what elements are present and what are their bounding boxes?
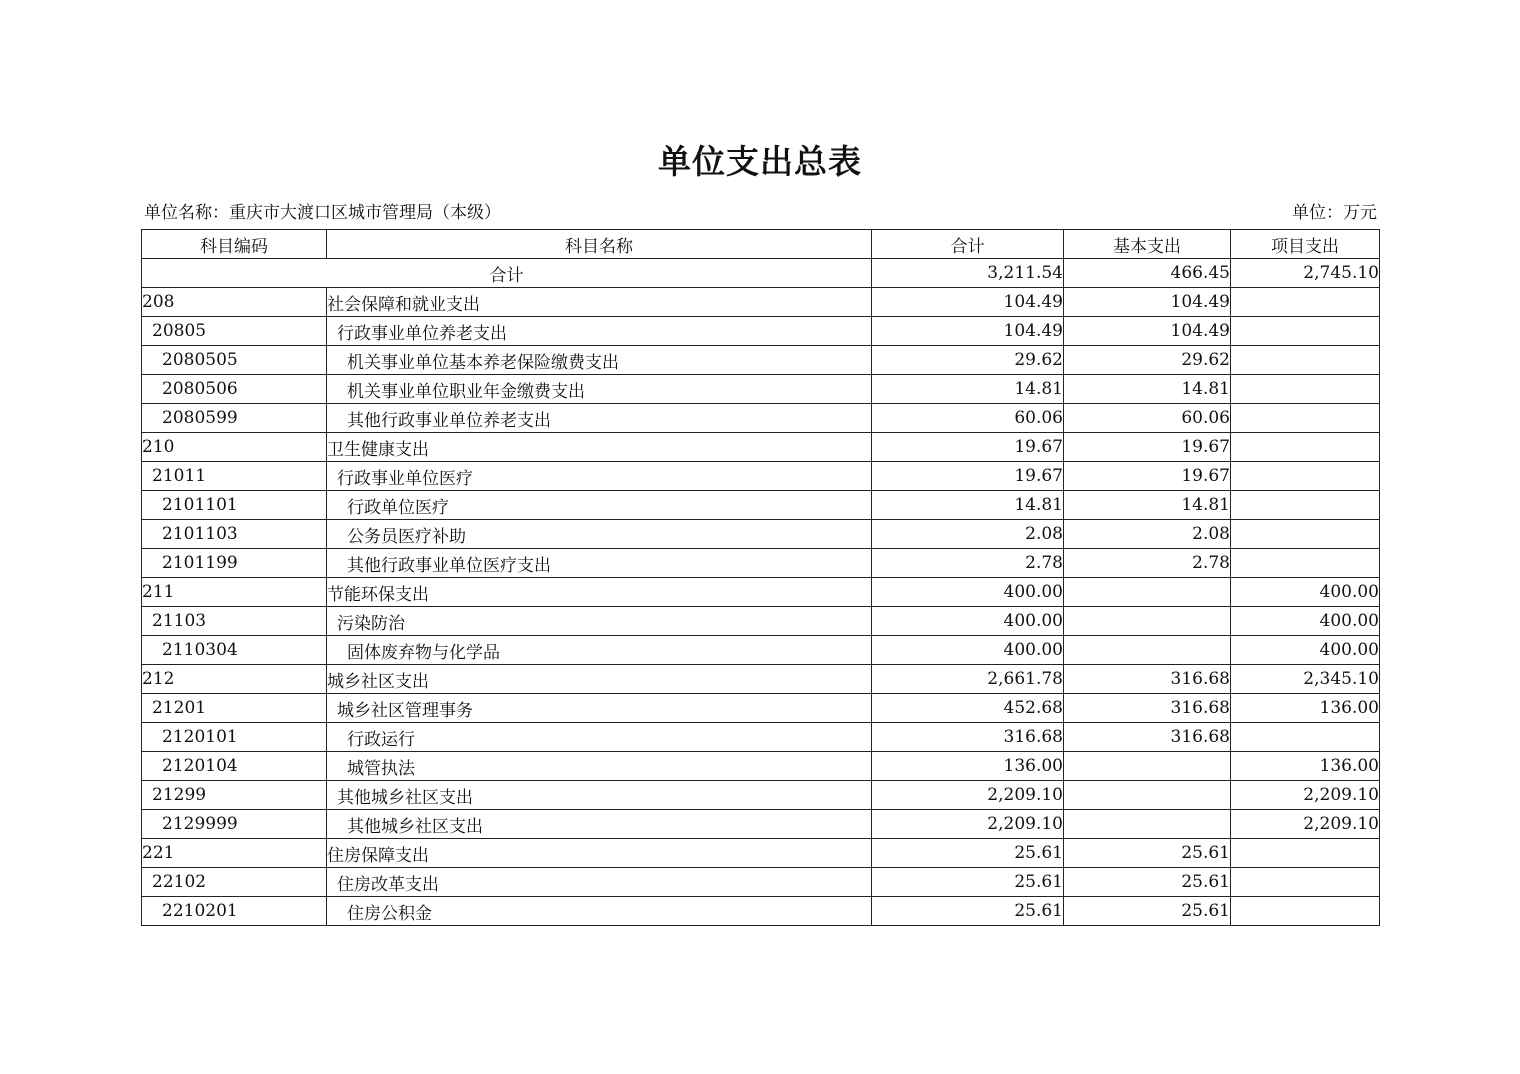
- row-project: 136.00: [1231, 694, 1380, 723]
- row-basic: 25.61: [1064, 868, 1231, 897]
- row-basic: 25.61: [1064, 897, 1231, 926]
- table-row: [142, 868, 1380, 897]
- row-total: 2,661.78: [872, 665, 1064, 694]
- row-code: [142, 636, 327, 665]
- row-code-text: 2120104: [162, 756, 238, 776]
- row-name-text: 住房保障支出: [327, 845, 429, 866]
- row-name: [327, 723, 872, 752]
- total-basic: 466.45: [1064, 259, 1231, 288]
- row-name-text: 行政单位医疗: [347, 497, 449, 518]
- row-total: 400.00: [872, 578, 1064, 607]
- table-row: [142, 723, 1380, 752]
- row-project: [1231, 433, 1380, 462]
- row-name-text: 固体废弃物与化学品: [347, 642, 500, 663]
- header-name: 科目名称: [327, 230, 872, 259]
- row-code-text: 2210201: [162, 901, 238, 921]
- row-name: [327, 897, 872, 926]
- row-name: [327, 404, 872, 433]
- row-name: [327, 317, 872, 346]
- row-project: [1231, 839, 1380, 868]
- row-total: 452.68: [872, 694, 1064, 723]
- row-total: 19.67: [872, 433, 1064, 462]
- table-row: [142, 810, 1380, 839]
- row-code-text: 211: [142, 582, 175, 602]
- row-name: [327, 578, 872, 607]
- page-title: 单位支出总表: [658, 142, 862, 181]
- row-code: [142, 404, 327, 433]
- row-name-text: 污染防治: [337, 613, 405, 634]
- table-row: [142, 607, 1380, 636]
- table-row: [142, 781, 1380, 810]
- table-row: [142, 375, 1380, 404]
- row-project: [1231, 491, 1380, 520]
- row-project: [1231, 288, 1380, 317]
- row-name: [327, 781, 872, 810]
- row-code-text: 208: [142, 292, 175, 312]
- row-code: [142, 375, 327, 404]
- row-code: [142, 433, 327, 462]
- table-row: [142, 897, 1380, 926]
- row-name: [327, 694, 872, 723]
- row-name-text: 其他城乡社区支出: [347, 816, 483, 837]
- row-basic: [1064, 810, 1231, 839]
- row-name-text: 其他行政事业单位医疗支出: [347, 555, 551, 576]
- total-label: 合计: [142, 259, 872, 288]
- header-basic: 基本支出: [1064, 230, 1231, 259]
- row-basic: 316.68: [1064, 694, 1231, 723]
- row-basic: [1064, 636, 1231, 665]
- total-sum: 3,211.54: [872, 259, 1064, 288]
- row-project: [1231, 462, 1380, 491]
- row-code: [142, 752, 327, 781]
- table-row: [142, 520, 1380, 549]
- row-code-text: 21299: [152, 785, 207, 805]
- row-basic: 14.81: [1064, 375, 1231, 404]
- row-basic: 316.68: [1064, 665, 1231, 694]
- row-name-text: 机关事业单位基本养老保险缴费支出: [347, 352, 619, 373]
- row-code: [142, 578, 327, 607]
- header-code: 科目编码: [142, 230, 327, 259]
- row-basic: 104.49: [1064, 288, 1231, 317]
- row-project: 136.00: [1231, 752, 1380, 781]
- row-project: [1231, 520, 1380, 549]
- table-row: [142, 578, 1380, 607]
- row-name-text: 卫生健康支出: [327, 439, 429, 460]
- total-row: [142, 259, 1380, 288]
- row-basic: 19.67: [1064, 462, 1231, 491]
- row-project: [1231, 868, 1380, 897]
- row-project: 400.00: [1231, 578, 1380, 607]
- row-code-text: 2110304: [162, 640, 238, 660]
- row-total: 60.06: [872, 404, 1064, 433]
- expenditure-table: [141, 229, 1380, 926]
- row-project: [1231, 897, 1380, 926]
- row-project: 2,345.10: [1231, 665, 1380, 694]
- row-code-text: 2101103: [162, 524, 238, 544]
- row-project: 2,209.10: [1231, 810, 1380, 839]
- row-name-text: 节能环保支出: [327, 584, 429, 605]
- row-code-text: 212: [142, 669, 175, 689]
- row-code-text: 2120101: [162, 727, 238, 747]
- row-basic: 19.67: [1064, 433, 1231, 462]
- row-code: [142, 781, 327, 810]
- row-name-text: 行政事业单位医疗: [337, 468, 473, 489]
- row-total: 104.49: [872, 317, 1064, 346]
- table-row: [142, 549, 1380, 578]
- row-name: [327, 636, 872, 665]
- row-basic: 25.61: [1064, 839, 1231, 868]
- row-name: [327, 520, 872, 549]
- row-code-text: 22102: [152, 872, 207, 892]
- total-project: 2,745.10: [1231, 259, 1380, 288]
- row-code: [142, 462, 327, 491]
- row-total: 400.00: [872, 636, 1064, 665]
- row-name-text: 行政运行: [347, 729, 415, 750]
- row-total: 104.49: [872, 288, 1064, 317]
- row-code: [142, 810, 327, 839]
- row-total: 2.08: [872, 520, 1064, 549]
- row-name-text: 其他城乡社区支出: [337, 787, 473, 808]
- row-code-text: 21011: [152, 466, 207, 486]
- row-name-text: 公务员医疗补助: [347, 526, 466, 547]
- row-code: [142, 723, 327, 752]
- row-code: [142, 897, 327, 926]
- row-project: [1231, 549, 1380, 578]
- row-total: 14.81: [872, 375, 1064, 404]
- row-project: [1231, 723, 1380, 752]
- row-code: [142, 549, 327, 578]
- row-name: [327, 375, 872, 404]
- table-row: [142, 433, 1380, 462]
- row-name: [327, 868, 872, 897]
- row-project: [1231, 317, 1380, 346]
- row-code-text: 2080599: [162, 408, 238, 428]
- row-code-text: 2080505: [162, 350, 238, 370]
- table-row: [142, 694, 1380, 723]
- row-name: [327, 839, 872, 868]
- table-row: [142, 346, 1380, 375]
- row-name-text: 行政事业单位养老支出: [337, 323, 507, 344]
- row-total: 14.81: [872, 491, 1064, 520]
- row-name-text: 住房改革支出: [337, 874, 439, 895]
- row-code: [142, 868, 327, 897]
- row-name-text: 住房公积金: [347, 903, 432, 924]
- row-basic: [1064, 607, 1231, 636]
- row-code: [142, 317, 327, 346]
- row-project: 400.00: [1231, 607, 1380, 636]
- row-basic: 2.08: [1064, 520, 1231, 549]
- row-name-text: 城乡社区支出: [327, 671, 429, 692]
- row-total: 316.68: [872, 723, 1064, 752]
- table-row: [142, 636, 1380, 665]
- row-project: [1231, 375, 1380, 404]
- row-basic: 316.68: [1064, 723, 1231, 752]
- row-code-text: 2101199: [162, 553, 238, 573]
- row-name: [327, 549, 872, 578]
- row-project: 400.00: [1231, 636, 1380, 665]
- row-code: [142, 491, 327, 520]
- row-code-text: 2129999: [162, 814, 238, 834]
- row-basic: 104.49: [1064, 317, 1231, 346]
- row-total: 2.78: [872, 549, 1064, 578]
- row-total: 2,209.10: [872, 781, 1064, 810]
- row-code: [142, 839, 327, 868]
- row-name: [327, 462, 872, 491]
- row-total: 29.62: [872, 346, 1064, 375]
- row-basic: 2.78: [1064, 549, 1231, 578]
- row-code: [142, 607, 327, 636]
- row-code-text: 21201: [152, 698, 207, 718]
- table-row: [142, 752, 1380, 781]
- table-row: [142, 288, 1380, 317]
- row-total: 136.00: [872, 752, 1064, 781]
- row-code-text: 21103: [152, 611, 207, 631]
- row-total: 25.61: [872, 868, 1064, 897]
- row-name-text: 城管执法: [347, 758, 415, 779]
- table-row: [142, 491, 1380, 520]
- header-total: 合计: [872, 230, 1064, 259]
- row-name: [327, 665, 872, 694]
- unit-name-label: 单位名称：重庆市大渡口区城市管理局（本级）: [144, 203, 501, 223]
- header-row: [142, 230, 1380, 259]
- header-project: 项目支出: [1231, 230, 1380, 259]
- table-row: [142, 839, 1380, 868]
- table-row: [142, 317, 1380, 346]
- row-basic: 29.62: [1064, 346, 1231, 375]
- row-code-text: 210: [142, 437, 175, 457]
- row-code-text: 2080506: [162, 379, 238, 399]
- table-row: [142, 404, 1380, 433]
- row-code: [142, 346, 327, 375]
- row-code: [142, 288, 327, 317]
- row-name-text: 城乡社区管理事务: [337, 700, 473, 721]
- row-name: [327, 346, 872, 375]
- row-name: [327, 810, 872, 839]
- row-basic: 60.06: [1064, 404, 1231, 433]
- table-row: [142, 665, 1380, 694]
- row-project: [1231, 346, 1380, 375]
- row-name-text: 机关事业单位职业年金缴费支出: [347, 381, 585, 402]
- row-code-text: 2101101: [162, 495, 238, 515]
- row-basic: 14.81: [1064, 491, 1231, 520]
- row-code-text: 20805: [152, 321, 207, 341]
- row-total: 25.61: [872, 839, 1064, 868]
- row-project: [1231, 404, 1380, 433]
- row-name: [327, 288, 872, 317]
- row-basic: [1064, 752, 1231, 781]
- row-name-text: 其他行政事业单位养老支出: [347, 410, 551, 431]
- row-code: [142, 694, 327, 723]
- row-total: 19.67: [872, 462, 1064, 491]
- row-basic: [1064, 781, 1231, 810]
- row-name: [327, 607, 872, 636]
- unit-label: 单位：万元: [1292, 203, 1377, 223]
- row-basic: [1064, 578, 1231, 607]
- row-name: [327, 433, 872, 462]
- row-code: [142, 520, 327, 549]
- row-project: 2,209.10: [1231, 781, 1380, 810]
- row-code-text: 221: [142, 843, 175, 863]
- row-name: [327, 752, 872, 781]
- row-total: 400.00: [872, 607, 1064, 636]
- row-name-text: 社会保障和就业支出: [327, 294, 480, 315]
- row-total: 25.61: [872, 897, 1064, 926]
- row-name: [327, 491, 872, 520]
- table-row: [142, 462, 1380, 491]
- row-total: 2,209.10: [872, 810, 1064, 839]
- row-code: [142, 665, 327, 694]
